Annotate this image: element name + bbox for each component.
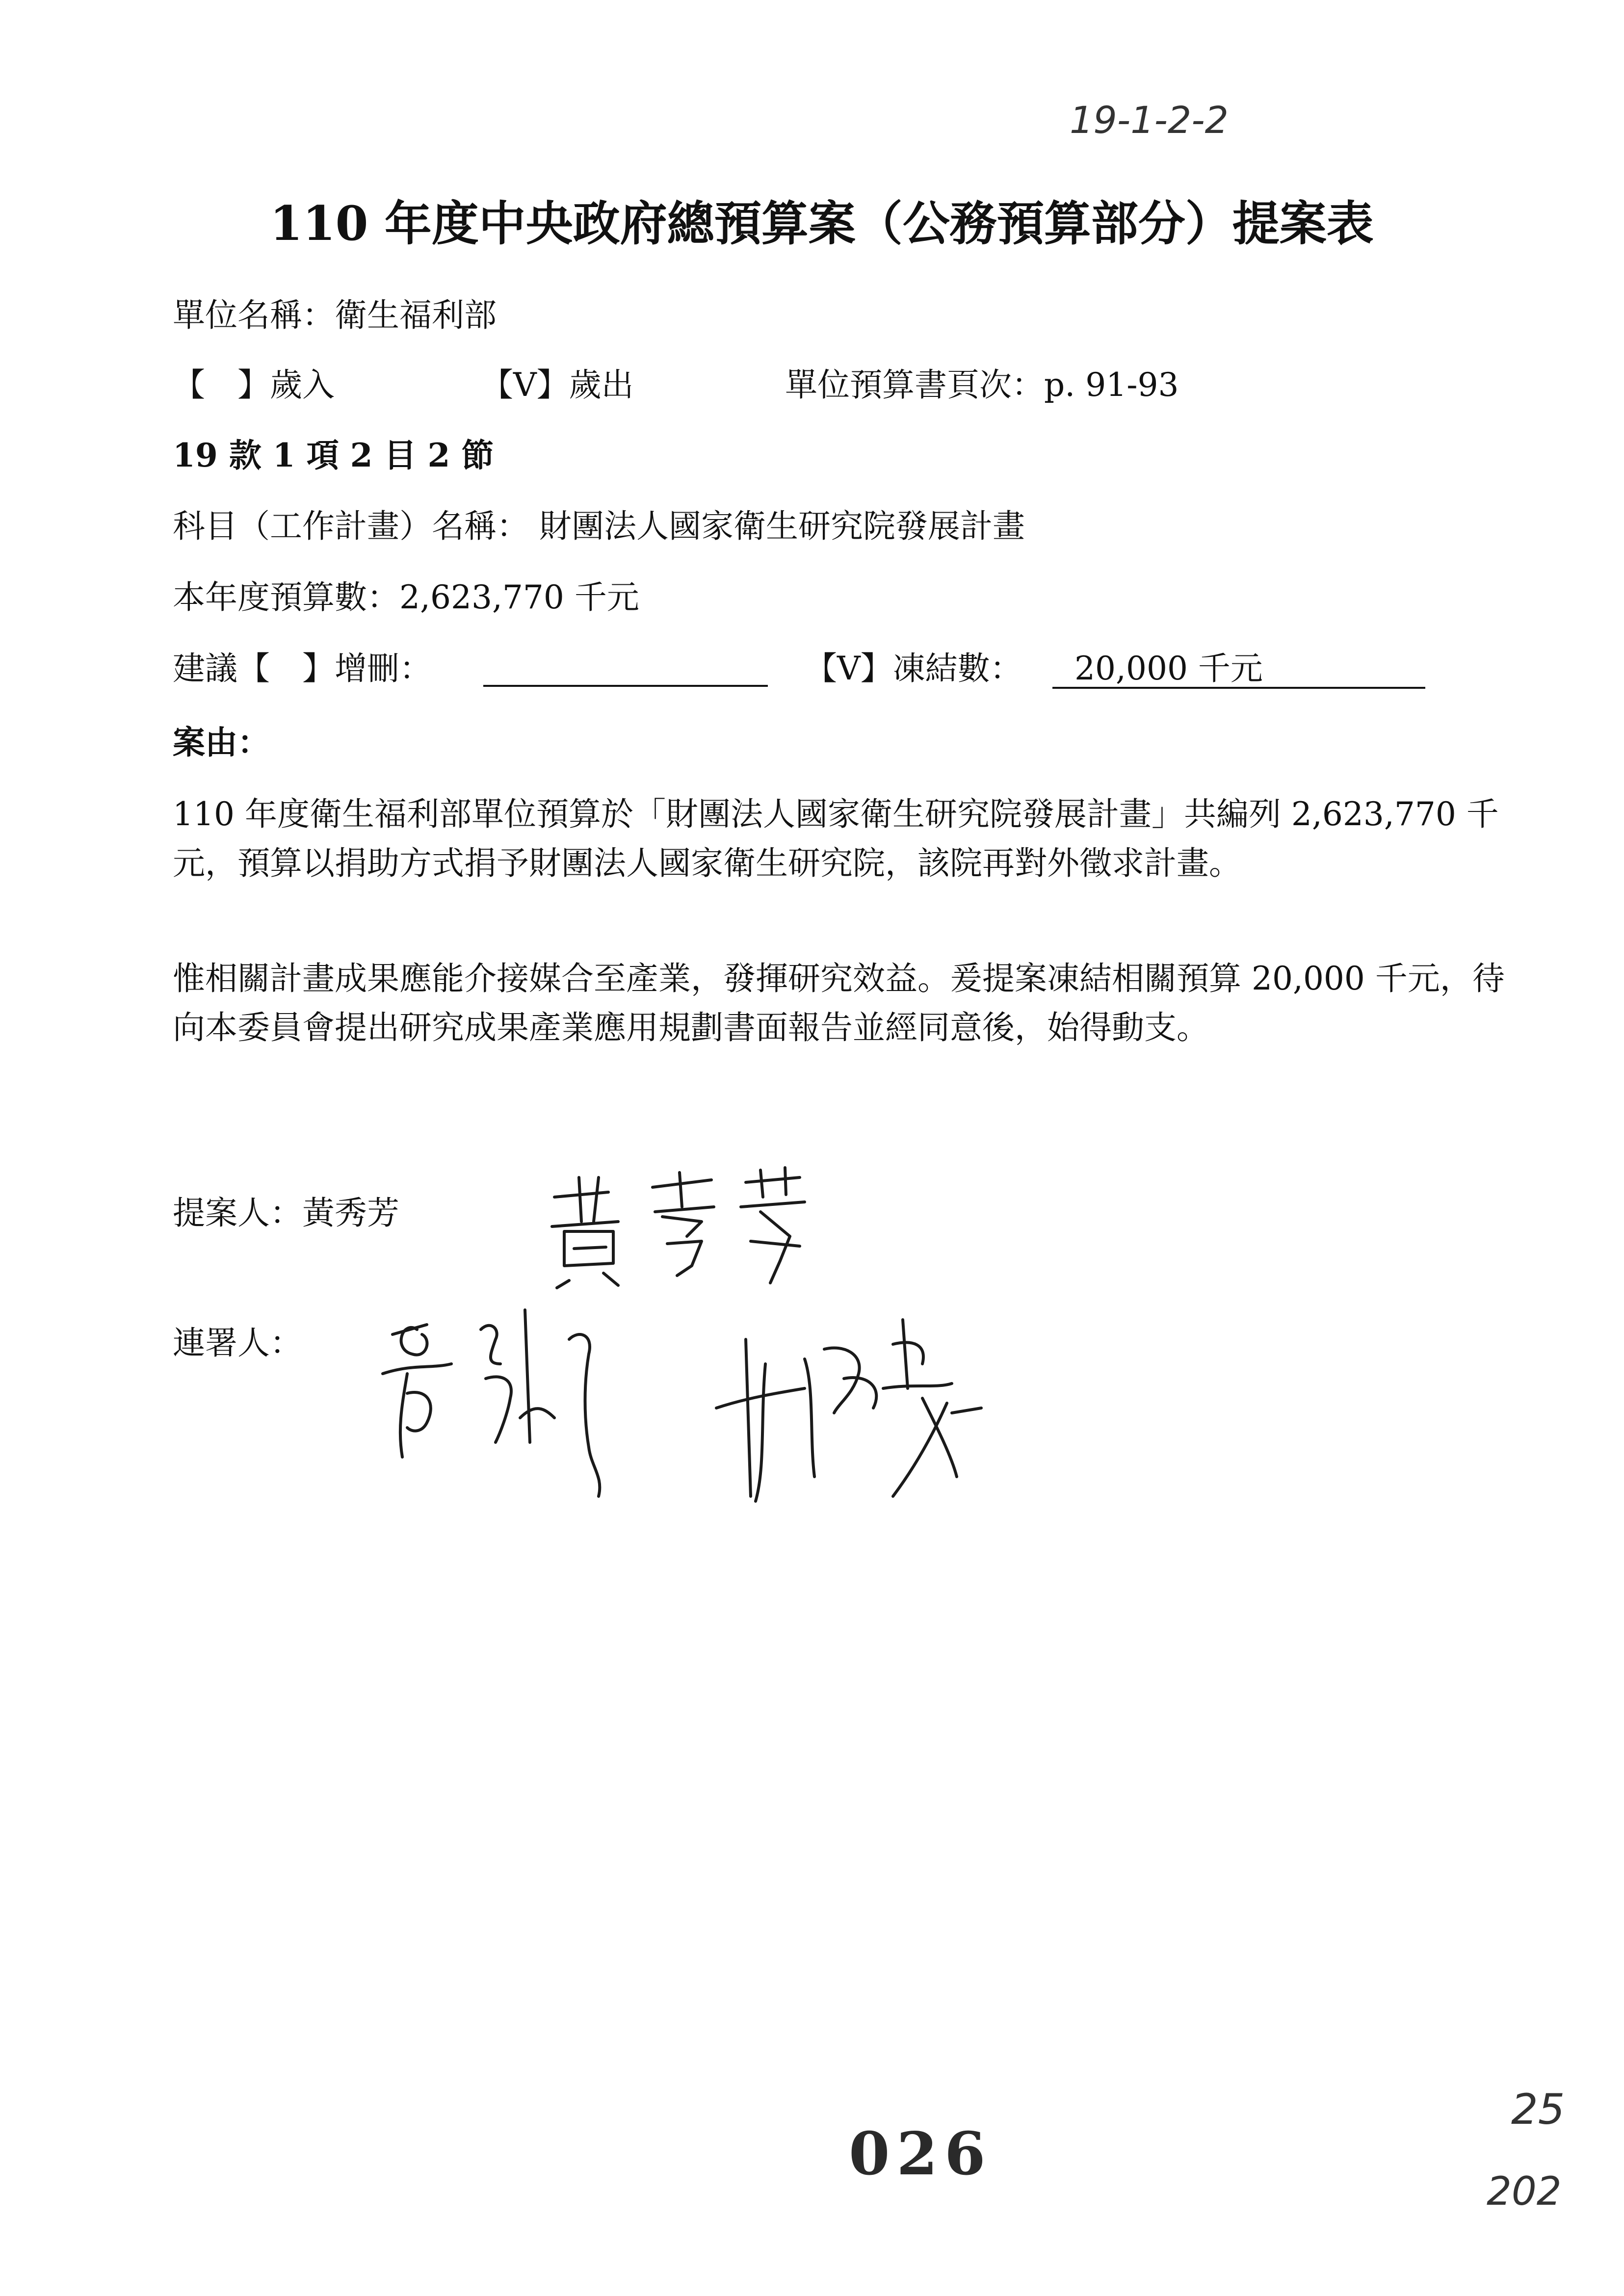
budget-book-page-ref: 單位預算書頁次：p. 91-93 [785,366,1179,404]
page-title: 110 年度中央政府總預算案（公務預算部分）提案表 [270,196,1374,251]
budget-section: 19 款 1 項 2 目 2 節 [173,436,494,474]
cosigner-signatures [373,1290,1060,1565]
reason-paragraph-1 [173,790,1507,888]
proposer-signature [545,1163,819,1290]
freeze-amount: 20,000 千元 [1074,650,1263,687]
freeze-label: 【V】凍結數： [805,650,1022,687]
budget-amount: 本年度預算數：2,623,770 千元 [173,578,639,616]
reason-paragraph-2-text: 惟相關計畫成果應能介接媒合至產業，發揮研究效益。爰提案凍結相關預算 20,000 千元，待向本委員會提出研究成果產業應用規劃書面報告並經同意後，始得動支。 [173,960,1505,1046]
top-handwritten-note: 19-1-2-2 [1070,98,1229,142]
reason-paragraph-1-text: 110 年度衛生福利部單位預算於「財團法人國家衛生研究院發展計畫」共編列 2,623,770 千元，預算以捐助方式捐予財團法人國家衛生研究院，該院再對外徵求計畫。 [173,795,1499,882]
margin-note-2: 202 [1487,2168,1562,2214]
unit-name: 單位名稱：衛生福利部 [173,296,497,334]
reason-paragraph-2 [173,954,1507,1052]
cosigner-label: 連署人： [173,1324,302,1362]
proposer-label: 提案人：黃秀芳 [173,1194,399,1232]
adjust-blank-line [483,685,768,687]
reason-heading: 案由： [173,723,270,761]
proposal-adjust-label: 建議【 】增刪： [173,650,432,687]
subject-name: 科目（工作計畫）名稱： 財團法人國家衛生研究院發展計畫 [173,507,1025,545]
expenditure-checkbox: 【V】歲出 [481,366,634,404]
freeze-amount-field [1052,652,1425,689]
revenue-checkbox: 【 】歲入 [173,366,335,404]
margin-note-1: 25 [1511,2085,1565,2134]
page-number: 026 [849,2119,993,2189]
